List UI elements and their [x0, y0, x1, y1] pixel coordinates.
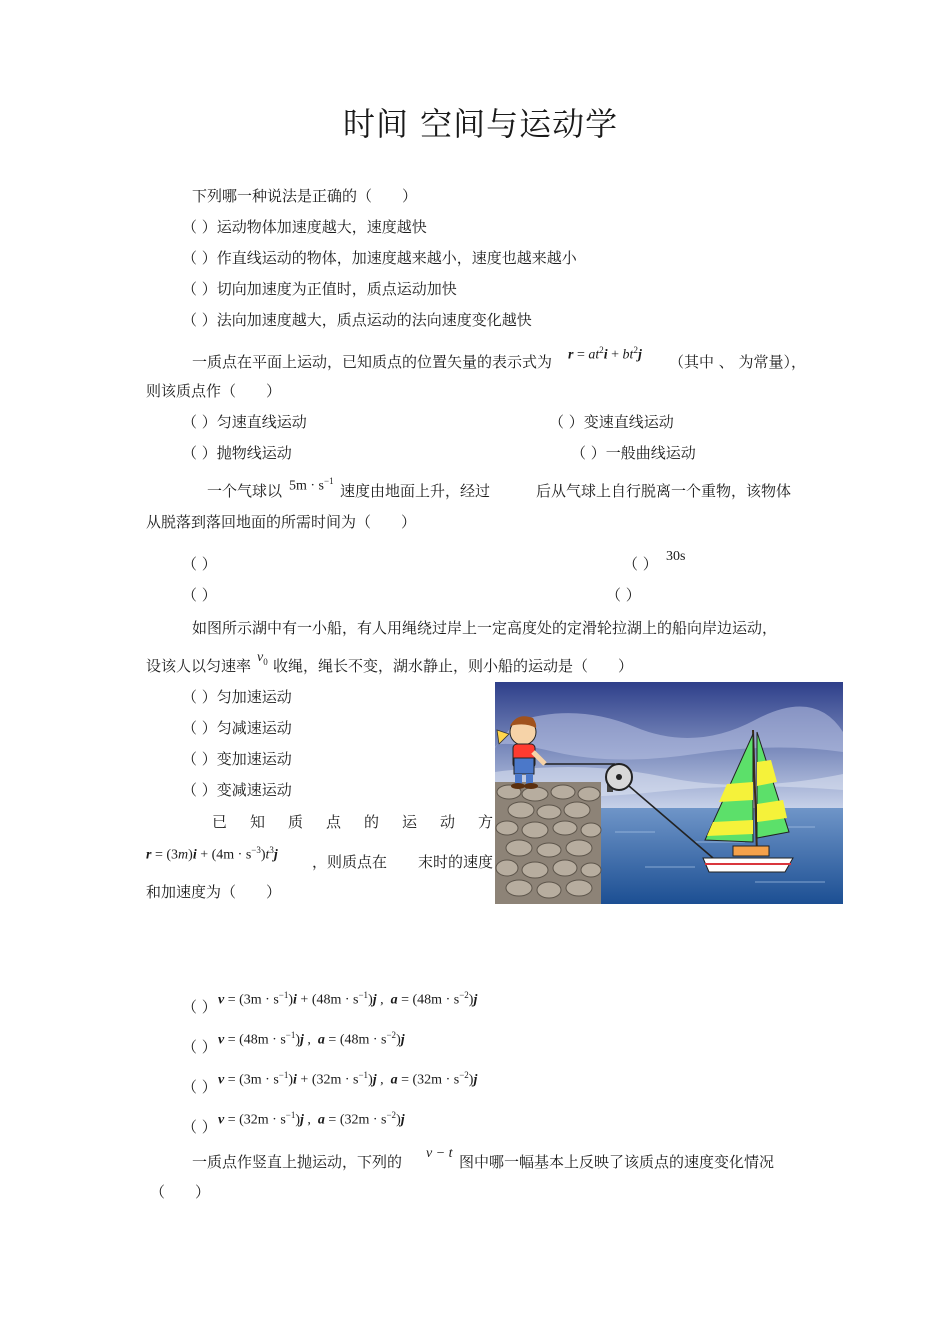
q2-stem-a: 一质点在平面上运动，已知质点的位置矢量的表示式为: [192, 353, 553, 371]
q2-option-a: （ ）匀速直线运动: [182, 413, 307, 431]
q1-option-c: （ ）切向加速度为正值时，质点运动加快: [182, 280, 457, 298]
q3-option-c: （ ）: [182, 586, 217, 604]
q5-stem-b: ，则质点在: [312, 853, 388, 871]
q4-option-a: （ ）匀加速运动: [182, 688, 292, 706]
q3-option-a: （ ）: [182, 555, 217, 573]
q3-stem-b: 速度由地面上升，经过: [340, 482, 491, 500]
page-title: 时间 空间与运动学: [343, 105, 619, 143]
q4-stem-b1: 设该人以匀速率: [146, 657, 252, 675]
q6-vt-symbol: v − t: [426, 1146, 453, 1161]
q1-option-b: （ ）作直线运动的物体，加速度越来越小，速度也越来越小: [182, 249, 577, 267]
q3-stem-c: 后从气球上自行脱离一个重物，该物体: [536, 482, 792, 500]
q5-option-b-mark: （ ）: [182, 1038, 217, 1056]
q5-stem-a: 已 知 质 点 的 运 动 方: [212, 813, 494, 831]
q5-option-c-mark: （ ）: [182, 1078, 217, 1096]
q2-option-b: （ ）变速直线运动: [549, 413, 674, 431]
q6-stem-a: 一质点作竖直上抛运动，下列的: [192, 1153, 403, 1171]
q5-option-d-mark: （ ）: [182, 1118, 217, 1136]
q6-stem-c: （ ）: [150, 1183, 211, 1201]
q5-option-a-mark: （ ）: [182, 998, 217, 1016]
q2-position-formula: $r = at^2i + bt^2j$: [568, 345, 642, 363]
q5-motion-equation: $r = (3m)i + (4m \cdot s^{-3})t^3j$: [146, 845, 278, 863]
q5-option-d: $v = (32m \cdot s^{-1})j$ , $a = (32m \cdot s^{-2})j$: [218, 1110, 405, 1128]
q2-stem-c: 则该质点作（ ）: [146, 382, 282, 400]
q5-option-b: $v = (48m \cdot s^{-1})j$ , $a = (48m \cdot s^{-2})j$: [218, 1030, 405, 1048]
q3-speed: $5m \cdot s^{-1}$: [289, 476, 334, 494]
q3-option-b-value: 30s: [666, 549, 686, 564]
q4-option-d: （ ）变减速运动: [182, 781, 292, 799]
q3-option-d: （ ）: [606, 586, 641, 604]
q3-stem-d: 从脱落到落回地面的所需时间为（ ）: [146, 513, 417, 531]
q5-stem-c: 末时的速度: [418, 853, 494, 871]
q1-option-d: （ ）法向加速度越大，质点运动的法向速度变化越快: [182, 311, 532, 329]
q1-stem: 下列哪一种说法是正确的（ ）: [192, 187, 418, 205]
q3-option-b: （ ）: [623, 555, 658, 573]
q6-stem-b: 图中哪一幅基本上反映了该质点的速度变化情况: [459, 1153, 775, 1171]
q4-stem-b2: 收绳，绳长不变，湖水静止，则小船的运动是（ ）: [273, 657, 634, 675]
q5-stem-d: 和加速度为（ ）: [146, 883, 282, 901]
q3-stem-a: 一个气球以: [207, 482, 283, 500]
q4-v0-symbol: $v_0$: [257, 650, 268, 667]
q4-option-b: （ ）匀减速运动: [182, 719, 292, 737]
lake-boat-pulley-figure: [495, 682, 843, 904]
q5-option-c: $v = (3m \cdot s^{-1})i + (32m \cdot s^{-1})j$ , $a = (32m \cdot s^{-2})j$: [218, 1070, 478, 1088]
q4-option-c: （ ）变加速运动: [182, 750, 292, 768]
q2-option-d: （ ）一般曲线运动: [571, 444, 696, 462]
pulley-axle: [616, 774, 622, 780]
q5-option-a: $v = (3m \cdot s^{-1})i + (48m \cdot s^{-1})j$ , $a = (48m \cdot s^{-2})j$: [218, 990, 478, 1008]
q1-option-a: （ ）运动物体加速度越大，速度越快: [182, 218, 427, 236]
q4-stem-a: 如图所示湖中有一小船，有人用绳绕过岸上一定高度处的定滑轮拉湖上的船向岸边运动，: [192, 619, 778, 637]
q2-option-c: （ ）抛物线运动: [182, 444, 292, 462]
q2-stem-b: （其中 、 为常量），: [669, 353, 807, 371]
